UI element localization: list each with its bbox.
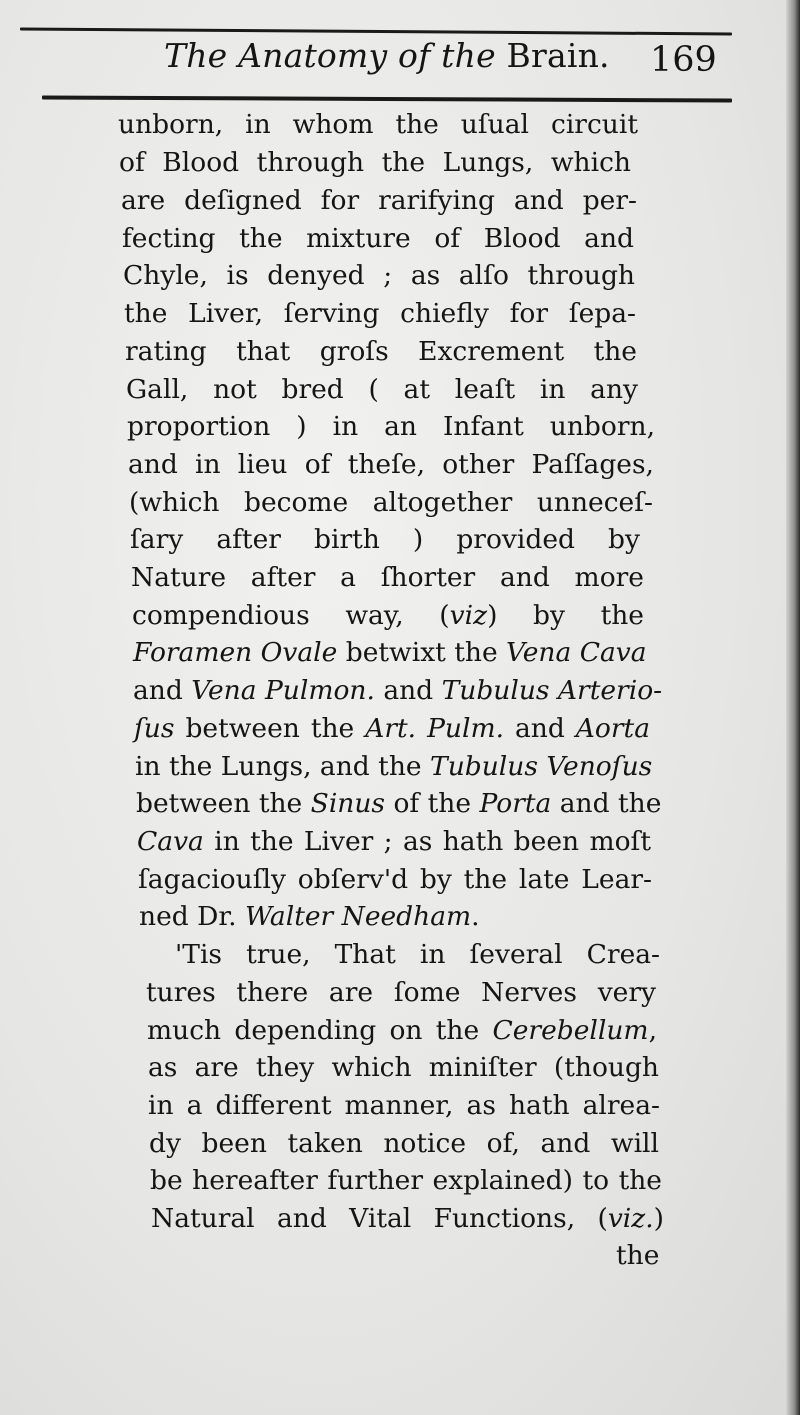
running-head-italic: The Anatomy of the [164, 36, 496, 75]
text-line: Chyle, is denyed ; as alſo through [123, 260, 635, 291]
catchword: the [616, 1240, 660, 1271]
text-line: in a different manner, as hath alrea- [148, 1090, 660, 1121]
text-line: tures there are ſome Nerves very [146, 977, 656, 1008]
text-line: in the Lungs, and the Tubulus Venoſus [135, 751, 653, 782]
page-number: 169 [650, 40, 717, 80]
text-line: ſus between the Art. Pulm. and Aorta [134, 713, 650, 744]
text-line: ſagaciouſly obſerv'd by the late Lear- [138, 864, 652, 895]
text-line: and Vena Pulmon. and Tubulus Arterio- [133, 675, 663, 706]
text-line: fecting the mixture of Blood and [122, 223, 634, 254]
text-line: of Blood through the Lungs, which [119, 147, 631, 178]
text-line: dy been taken notice of, and will [149, 1128, 659, 1159]
text-line: ned Dr. Walter Needham. [139, 901, 480, 932]
text-line: and in lieu of theſe, other Paſſages, [128, 449, 654, 480]
text-line: Gall, not bred ( at leaſt in any [126, 374, 638, 405]
text-line: between the Sinus of the Porta and the [136, 788, 662, 819]
text-line: Natural and Vital Functions, (viz.) [151, 1203, 664, 1234]
text-line: Cava in the Liver ; as hath been moſt [137, 826, 651, 857]
text-line: Foramen Ovale betwixt the Vena Cava [133, 637, 647, 668]
text-line: the Liver, ſerving chiefly for ſepa- [124, 298, 636, 329]
text-line: compendious way, (viz) by the [132, 600, 644, 631]
text-line: are deſigned for rarifying and per- [121, 185, 637, 216]
text-line: unborn, in whom the uſual circuit [118, 109, 638, 140]
text-line: (which become altogether unneceſ- [129, 487, 653, 518]
text-line: rating that groſs Excrement the [125, 336, 637, 367]
text-line: as are they which miniſter (though [148, 1052, 659, 1083]
text-line: proportion ) in an Infant unborn, [127, 411, 655, 442]
text-line: Nature after a ſhorter and more [131, 562, 644, 593]
running-head-roman: Brain. [506, 36, 610, 75]
text-line: 'Tis true, That in ſeveral Crea- [175, 939, 660, 970]
text-line: ſary after birth ) provided by [130, 524, 640, 555]
text-line: be hereafter further explained) to the [150, 1165, 662, 1196]
text-line: much depending on the Cerebellum, [147, 1015, 657, 1046]
